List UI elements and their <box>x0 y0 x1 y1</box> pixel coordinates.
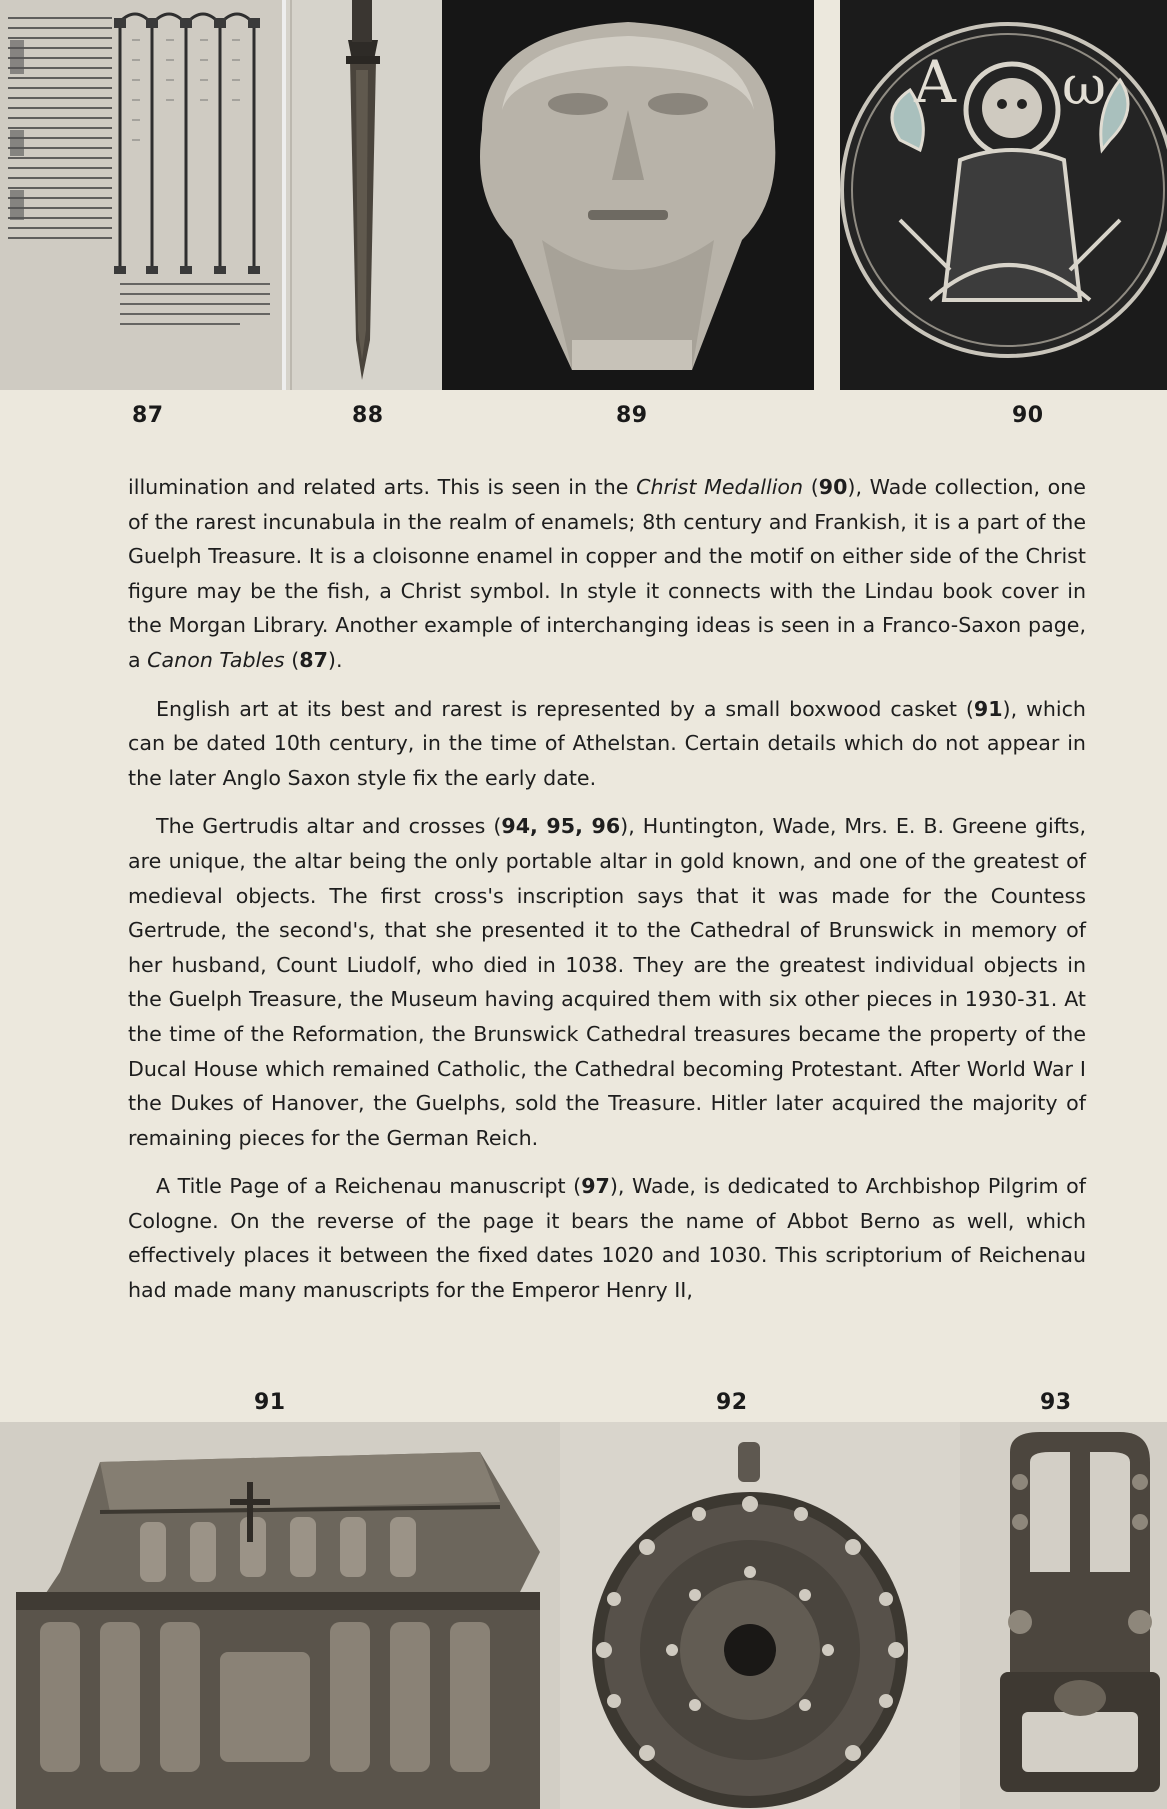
figure-93-buckle-photo <box>960 1422 1167 1809</box>
figure-88-sword-photo <box>286 0 442 390</box>
figure-number-90: 90 <box>1012 403 1044 428</box>
figure-87-manuscript-photo <box>0 0 286 390</box>
figure-reference: 90 <box>818 475 848 499</box>
medallion-omega-letter: ω <box>1062 54 1107 117</box>
figure-89-stone-head-photo <box>442 0 814 390</box>
text-run: ( <box>284 647 300 672</box>
figure-reference: 87 <box>299 647 328 672</box>
figure-reference: 97 <box>581 1174 610 1199</box>
artwork-title: Canon Tables <box>147 647 285 672</box>
paragraph-christ-medallion <box>128 470 1086 678</box>
text-run: ), Wade collection, one of the rarest incunabula in the realm of enamels; 8th century and Frankish, it is a part of the Guelph Treasure. It is a cloisonne enamel in copper and the motif on either side of the Christ figure may be the fish, a Christ symbol. In style it connects with the Lindau book cover in the Morgan Library. Another example of interchanging ideas is seen in a Franco-Saxon page, a <box>128 475 1086 672</box>
figure-reference: 94, 95, 96 <box>501 814 621 839</box>
artwork-title: Christ Medallion <box>636 475 804 499</box>
text-run: ), Wade, is dedicated to Archbishop Pilgrim of Cologne. On the reverse of the page it bears the name of Abbot Berno as well, which effectively places it between the fixed dates 1020 and 1030. This scriptorium of Reichenau had made many manuscripts for the Emperor Henry II, <box>128 1174 1086 1303</box>
figure-reference: 91 <box>973 696 1003 721</box>
text-run: The Gertrudis altar and crosses ( <box>156 814 502 839</box>
text-run: ). <box>327 647 343 672</box>
text-run: A Title Page of a Reichenau manuscript ( <box>156 1174 582 1199</box>
top-photo-strip <box>0 0 1167 390</box>
figure-number-92: 92 <box>716 1390 748 1415</box>
paragraph-boxwood-casket <box>128 692 1086 796</box>
figure-number-88: 88 <box>352 403 384 428</box>
medallion-alpha-letter: A <box>914 48 956 116</box>
text-run: English art at its best and rarest is represented by a small boxwood casket ( <box>156 696 974 721</box>
paragraph-gertrudis-altar <box>128 809 1086 1155</box>
figure-90-christ-medallion-photo <box>840 0 1167 390</box>
text-run: illumination and related arts. This is seen in the <box>128 475 637 499</box>
paragraph-reichenau-manuscript <box>128 1169 1086 1307</box>
body-text <box>128 470 1086 1322</box>
figure-91-casket-photo <box>0 1422 560 1809</box>
bottom-photo-strip <box>0 1422 1167 1809</box>
figure-number-93: 93 <box>1040 1390 1072 1415</box>
figure-number-91: 91 <box>254 1390 286 1415</box>
text-run: ( <box>803 475 819 499</box>
figure-92-brooch-photo <box>560 1422 960 1809</box>
figure-number-87: 87 <box>132 403 164 428</box>
text-run: ), Huntington, Wade, Mrs. E. B. Greene gifts, are unique, the altar being the only portable altar in gold known, and one of the greatest of medieval objects. The first cross's inscription says that it was made for the Countess Gertrude, the second's, that she presented it to the Cathedral of Brunswick in memory of her husband, Count Liudolf, who died in 1038. They are the greatest individual objects in the Guelph Treasure, the Museum having acquired them with six other pieces in 1930-31. At the time of the Reformation, the Brunswick Cathedral treasures became the property of the Ducal House which remained Catholic, the Cathedral becoming Protestant. After World War I the Dukes of Hanover, the Guelphs, sold the Treasure. Hitler later acquired the majority of remaining pieces for the German Reich. <box>128 814 1086 1150</box>
text-run: ), which can be dated 10th century, in the time of Athelstan. Certain details which do not appear in the later Anglo Saxon style fix the early date. <box>128 696 1086 790</box>
figure-number-89: 89 <box>616 403 648 428</box>
